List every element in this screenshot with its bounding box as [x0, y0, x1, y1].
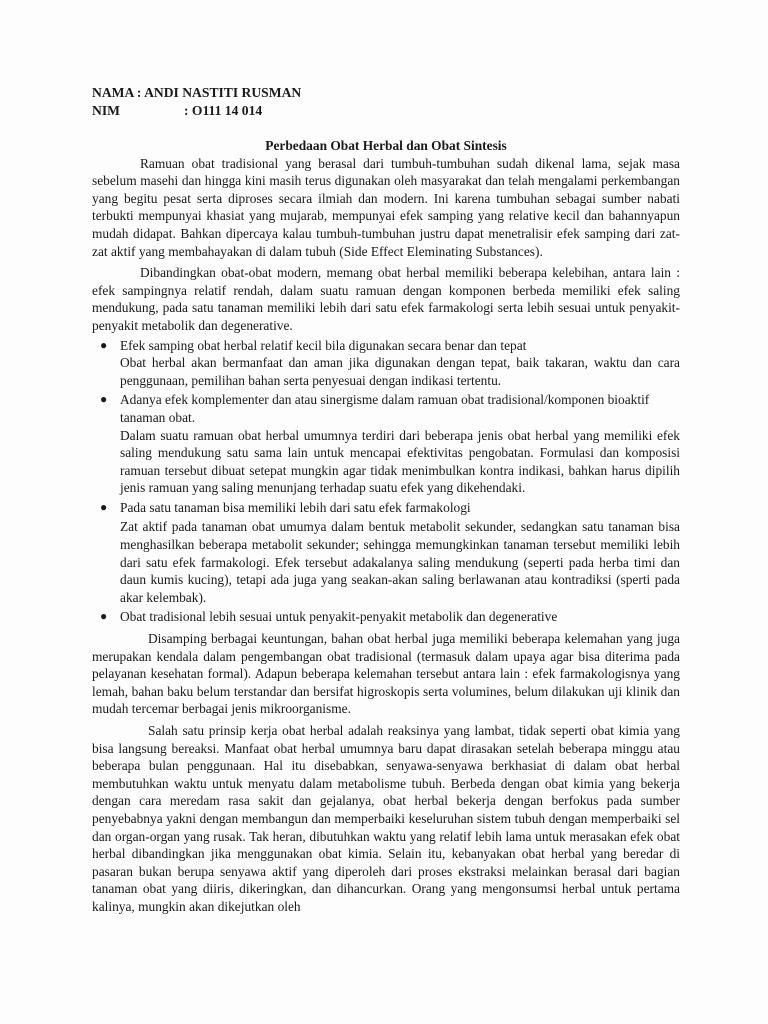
bullet-icon: ● — [100, 337, 108, 352]
nim-value: : O111 14 014 — [184, 103, 263, 118]
advantages-list — [92, 337, 680, 627]
bullet-body: Zat aktif pada tanaman obat umumya dalam bentuk metabolit sekunder, sedangkan satu tanaman bisa menghasilkan beberapa metabolit sekunder; sehingga memungkinkan tanaman tersebut memiliki lebih dari satu efek farmakologi. Efek tersebut adakalanya saling mendukung (seperti pada herba timi dan daun kumis kucing), tetapi ada juga yang seakan-akan saling berlawanan atau kontradiksi (sperti pada akar kelembak). — [120, 519, 680, 605]
nim-label: NIM — [92, 103, 120, 118]
list-item — [92, 337, 680, 390]
list-item — [92, 608, 680, 626]
list-item — [92, 391, 680, 497]
bullet-body: Dalam suatu ramuan obat herbal umumnya terdiri dari beberapa jenis obat herbal yang memiliki efek saling mendukung satu sama lain untuk mencapai efektivitas pengobatan. Formulasi dan komposisi ramuan tersebut dibuat setepat mungkin agar tidak menimbulkan kontra indikasi, bahkan harus dipilih jenis ramuan yang saling menunjang terhadap suatu efek yang dikehendaki. — [120, 427, 680, 496]
paragraph-intro: Ramuan obat tradisional yang berasal dari tumbuh-tumbuhan sudah dikenal lama, sejak masa sebelum masehi dan hingga kini masih terus digunakan oleh masyarakat dan telah mengalami perkembangan yang begitu pesat serta diproses secara ilmiah dan modern. Ini karena tumbuhan sebagai sumber nabati terbukti mempunyai khasiat yang mujarab, mempunyai efek samping yang relative kecil dan bahannyapun mudah didapat. Bahkan dipercaya kalau tumbuh-tumbuhan justru dapat menetralisir efek samping dari zat-zat aktif yang membahayakan di dalam tubuh (Side Effect Eleminating Substances). — [92, 155, 680, 259]
paragraph-advantages: Dibandingkan obat-obat modern, memang obat herbal memiliki beberapa kelebihan, antara lain : efek sampingnya relatif rendah, dalam suatu ramuan dengan komponen berbeda memiliki efek saling mendukung, pada satu tanaman memiliki lebih dari satu efek farmakologi serta lebih sesuai untuk penyakit-penyakit metabolik dan degenerative. — [92, 265, 680, 333]
paragraph-disadvantages: Disamping berbagai keuntungan, bahan obat herbal juga memiliki beberapa kelemahan yang juga merupakan kendala dalam pengembangan obat tradisional (termasuk dalam upaya agar bisa diterima pada pelayanan kesehatan formal). Adapun beberapa kelemahan tersebut antara lain : efek farmakologisnya yang lemah, bahan baku belum terstandar dan bersifat higroskopis serta volumines, belum dilakukan uji klinik dan mudah tercemar berbagai jenis mikroorganisme. — [92, 631, 680, 717]
list-item — [92, 499, 680, 607]
bullet-heading: Obat tradisional lebih sesuai untuk penyakit-penyakit metabolik dan degenerative — [120, 609, 558, 625]
bullet-icon: ● — [100, 609, 108, 624]
bullet-body: Obat herbal akan bermanfaat dan aman jika digunakan dengan tepat, baik takaran, waktu dan cara penggunaan, pemilihan bahan serta penyesuai dengan indikasi tertentu. — [120, 355, 680, 388]
bullet-heading: Efek samping obat herbal relatif kecil bila digunakan secara benar dan tepat — [120, 337, 527, 353]
student-nim — [92, 102, 680, 120]
bullet-icon: ● — [100, 499, 108, 514]
paragraph-mechanism: Salah satu prinsip kerja obat herbal adalah reaksinya yang lambat, tidak seperti obat kimia yang bisa langsung bereaksi. Manfaat obat herbal umumnya baru dapat dirasakan setelah beberapa minggu atau beberapa bulan penggunaan. Hal itu disebabkan, senyawa-senyawa berkhasiat di dalam obat herbal membutuhkan waktu untuk menyatu dalam metabolisme tubuh. Berbeda dengan obat kimia yang bekerja dengan cara meredam rasa sakit dan gejalanya, obat herbal bekerja dengan berfokus pada sumber penyebabnya yakni dengan membangun dan memperbaiki keseluruhan sistem tubuh dengan memperbaiki sel dan organ-organ yang rusak. Tak heran, dibutuhkan waktu yang relatif lebih lama untuk merasakan efek obat herbal dibandingkan jika menggunakan obat kimia. Selain itu, kebanyakan obat herbal yang beredar di pasaran bukan berupa senyawa aktif yang diperoleh dari proses ekstraksi melainkan berasal dari bagian tanaman obat yang diiris, dikeringkan, dan dihancurkan. Orang yang mengonsumsi herbal untuk pertama kalinya, mungkin akan dikejutkan oleh — [92, 723, 680, 914]
student-name: NAMA : ANDI NASTITI RUSMAN — [92, 85, 302, 100]
bullet-heading: Adanya efek komplementer dan atau sinergisme dalam ramuan obat tradisional/komponen bioaktif tanaman obat. — [120, 392, 650, 425]
document-title: Perbedaan Obat Herbal dan Obat Sintesis — [265, 138, 507, 153]
bullet-icon: ● — [100, 392, 108, 407]
bullet-heading: Pada satu tanaman bisa memiliki lebih dari satu efek farmakologi — [120, 499, 471, 515]
